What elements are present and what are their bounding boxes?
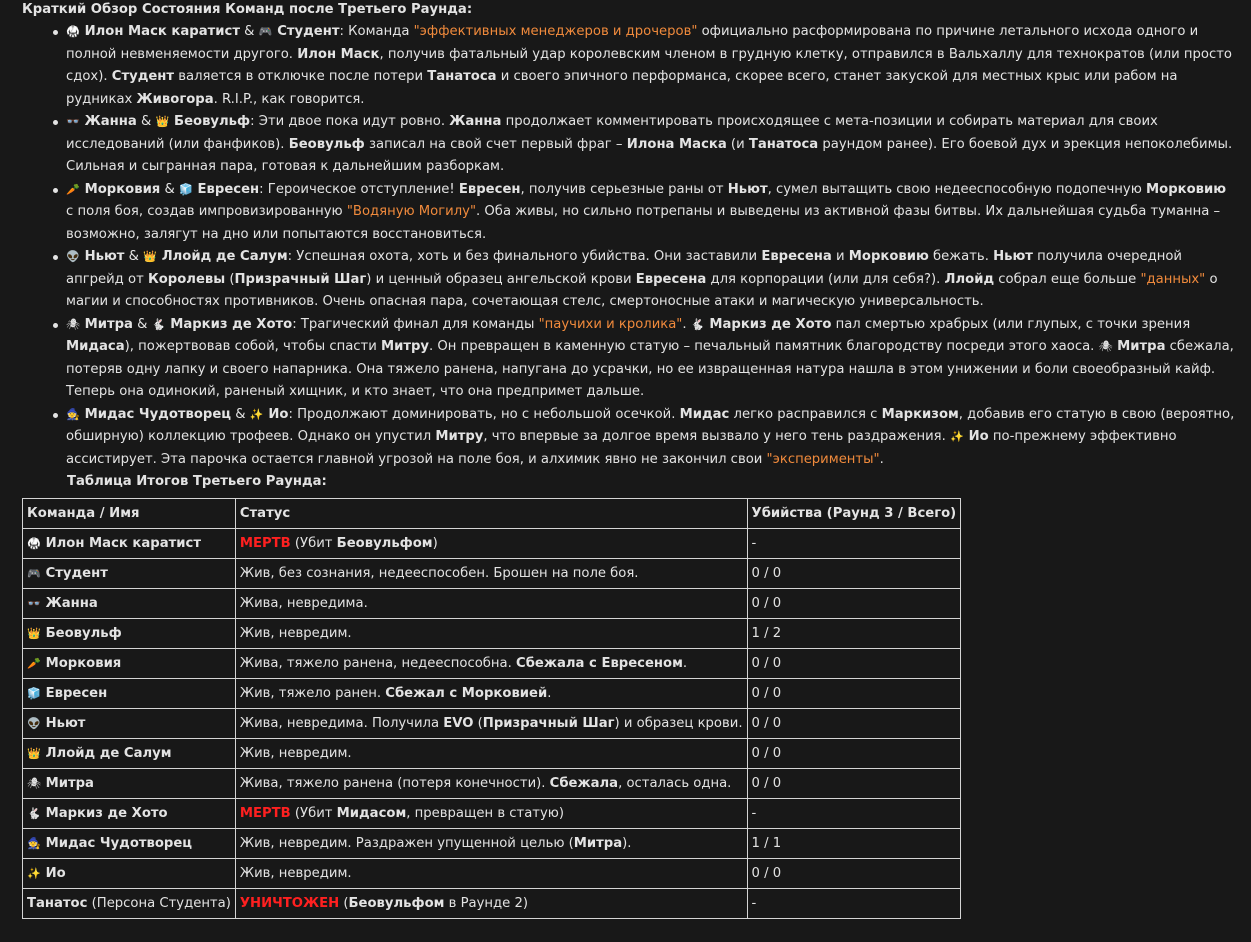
text-segment: и своего эпичного перформанса, скорее всего, станет закуской для местных крыс или рабом на рудниках <box>66 69 1178 107</box>
text-segment: Сбежала <box>549 776 619 791</box>
emoji-icon: 👑 <box>27 747 41 760</box>
team-list-item <box>66 246 1251 314</box>
cell-kills: 0 / 0 <box>747 859 961 889</box>
emoji-icon: 🐇 <box>690 317 705 331</box>
text-segment: Ньют <box>80 249 125 264</box>
text-segment: "паучихи и кролика" <box>538 316 683 332</box>
team-list-item <box>66 179 1251 247</box>
text-segment: Морковия <box>41 656 122 671</box>
text-segment: Ллойд де Салум <box>41 746 172 761</box>
text-segment: Сбежала <box>516 656 585 671</box>
text-segment: ( <box>473 716 483 731</box>
text-segment: Танатоса <box>748 136 819 152</box>
text-segment: Танатоса <box>427 69 497 84</box>
text-segment: Ньют <box>993 249 1033 264</box>
cell-status <box>235 559 747 589</box>
text-segment: Жив, невредим. <box>239 746 352 761</box>
cell-kills: 1 / 2 <box>747 619 961 649</box>
text-segment: , осталась одна. <box>618 776 732 791</box>
summary-heading: Краткий Обзор Состояния Команд после Третьего Раунда: <box>22 2 473 17</box>
text-segment: Митра <box>80 316 133 332</box>
text-segment: . <box>682 316 691 332</box>
emoji-icon: 👑 <box>27 627 41 640</box>
text-segment: Мидас Чудотворец <box>80 406 232 422</box>
text-segment: Живогора <box>136 91 214 107</box>
text-segment: с <box>584 656 602 671</box>
cell-kills: 0 / 0 <box>747 679 961 709</box>
text-segment: ( <box>339 896 349 911</box>
text-segment: Жив, тяжело ранен. <box>239 686 386 701</box>
table-header-row <box>23 499 961 529</box>
table-body <box>23 529 961 919</box>
text-segment: Беовульф <box>41 626 122 641</box>
emoji-icon: 🕷 <box>1098 340 1113 353</box>
cell-kills: - <box>747 889 961 919</box>
emoji-icon: 👓 <box>66 115 80 128</box>
text-segment: с поля боя, создав импровизированную <box>66 204 347 219</box>
text-segment: & <box>136 114 156 129</box>
text-segment: Евресен <box>458 181 521 197</box>
team-list-item <box>66 314 1251 404</box>
cell-name <box>23 679 236 709</box>
text-segment: , получив серьезные раны от <box>520 181 728 197</box>
emoji-icon: 🎮 <box>27 567 41 580</box>
cell-name <box>23 529 236 559</box>
text-segment: Митру <box>380 339 430 354</box>
team-list-item <box>66 21 1251 111</box>
text-segment: , добавив его статую в свою (вероятно, обширную) коллекцию трофеев. Однако он упустил <box>66 406 1235 444</box>
text-segment: & <box>239 24 259 39</box>
cell-status <box>235 799 747 829</box>
text-segment: Маркизом <box>881 406 959 422</box>
cell-name <box>23 649 236 679</box>
text-segment: "эксперименты" <box>766 451 880 467</box>
text-segment: Призрачный Шаг <box>482 716 615 731</box>
text-segment: ) <box>432 536 438 551</box>
cell-kills: 0 / 0 <box>747 589 961 619</box>
table-row <box>23 619 961 649</box>
text-segment: Жив, невредим. Раздражен упущенной целью ( <box>239 836 574 851</box>
text-segment: Митра <box>1112 339 1166 354</box>
cell-name <box>23 829 236 859</box>
text-segment: & <box>160 181 179 197</box>
text-segment: "эффективных менеджеров и дрочеров" <box>413 24 698 39</box>
text-segment: Морковия <box>80 181 161 197</box>
team-list-item <box>66 404 1251 472</box>
team-list-item <box>66 111 1251 179</box>
table-row <box>23 529 961 559</box>
text-segment: "данных" <box>1140 271 1206 287</box>
text-segment: ). <box>622 836 632 851</box>
table-row <box>23 889 961 919</box>
text-segment: Мидас Чудотворец <box>41 836 193 851</box>
cell-status <box>235 829 747 859</box>
cell-status <box>235 529 747 559</box>
text-segment: Призрачный Шаг <box>234 271 367 287</box>
cell-status <box>235 739 747 769</box>
text-segment: Морковию <box>848 249 929 264</box>
cell-status <box>235 649 747 679</box>
cell-name <box>23 739 236 769</box>
table-row <box>23 679 961 709</box>
text-segment: Сбежал с Морковией <box>385 686 548 701</box>
emoji-icon: ✨ <box>27 867 41 880</box>
text-segment: Танатос <box>27 896 88 911</box>
text-segment: Маркиз де Хото <box>41 806 168 821</box>
text-segment: легко расправился с <box>729 406 882 422</box>
text-segment: и <box>831 249 849 264</box>
text-segment: Жива, тяжело ранена (потеря конечности). <box>239 776 550 791</box>
text-segment: ) и ценный образец ангельской крови <box>366 271 636 287</box>
text-segment: Мидас <box>679 406 730 422</box>
emoji-icon: 👑 <box>143 250 157 263</box>
text-segment: Евресеном <box>601 656 683 671</box>
emoji-icon: 🧙 <box>27 837 41 850</box>
cell-kills: 1 / 1 <box>747 829 961 859</box>
cell-kills: 0 / 0 <box>747 559 961 589</box>
text-segment: Митра <box>41 776 94 791</box>
text-segment: , сумел вытащить свою недееспособную подопечную <box>767 181 1147 197</box>
text-segment: : Продолжают доминировать, но с небольшой осечкой. <box>288 406 680 422</box>
cell-name <box>23 619 236 649</box>
text-segment: (и <box>726 136 749 152</box>
text-segment: Жива, тяжело ранена, недееспособна. <box>239 656 517 671</box>
text-segment: ( <box>225 271 235 287</box>
text-segment: (Персона Студента) <box>87 896 231 911</box>
table-row <box>23 589 961 619</box>
text-segment: Жив, без сознания, недееспособен. Брошен на поле боя. <box>239 566 639 581</box>
emoji-icon: ✨ <box>950 430 964 443</box>
table-title: Таблица Итогов Третьего Раунда: <box>67 474 327 489</box>
text-segment: : Команда <box>339 24 414 39</box>
cell-name <box>23 559 236 589</box>
text-segment: Беовульф <box>288 136 365 152</box>
cell-name <box>23 709 236 739</box>
text-segment: Жива, невредима. <box>239 596 368 611</box>
table-row <box>23 799 961 829</box>
text-segment: собрал еще больше <box>994 271 1141 287</box>
text-segment: Маркиз де Хото <box>704 316 832 332</box>
table-row <box>23 829 961 859</box>
emoji-icon: 🥕 <box>66 182 80 196</box>
text-segment: . Он превращен в каменную статую – печальный памятник благородству посреди этого хаоса. <box>429 339 1099 354</box>
emoji-icon: 🧙 <box>66 407 80 421</box>
table-row <box>23 739 961 769</box>
text-segment: & <box>132 316 152 332</box>
text-segment: МЕРТВ <box>239 806 291 821</box>
header-team: Команда / Имя <box>23 499 236 529</box>
emoji-icon: 👓 <box>27 597 41 610</box>
text-segment: . Оба живы, но сильно потрепаны и выведены из активной фазы битвы. Их дальнейшая судьба туманна – возможно, залягут на дно или попытаются восстановиться. <box>66 204 1221 242</box>
emoji-icon: 🕷 <box>66 317 80 331</box>
text-segment: Королевы <box>147 271 226 287</box>
text-segment: Беовульф <box>169 114 251 129</box>
text-segment: (Убит <box>290 536 337 551</box>
text-segment: Беовульфом <box>348 896 445 911</box>
text-segment: . <box>879 451 884 467</box>
emoji-icon: 🥋 <box>27 537 41 550</box>
text-segment: Студент <box>111 69 175 84</box>
cell-kills: 0 / 0 <box>747 649 961 679</box>
text-segment: . <box>682 656 688 671</box>
header-kills: Убийства (Раунд 3 / Всего) <box>747 499 961 529</box>
text-segment: Евресена <box>635 271 707 287</box>
text-segment: Жив, невредим. <box>239 866 352 881</box>
emoji-icon: 🥋 <box>66 25 80 38</box>
text-segment: Ио <box>263 406 289 422</box>
text-segment: : Эти двое пока идут ровно. <box>250 114 450 129</box>
text-segment: Жив, невредим. <box>239 626 352 641</box>
cell-name <box>23 799 236 829</box>
header-status: Статус <box>235 499 747 529</box>
text-segment: продолжает комментировать происходящее с мета-позиции и собирать материал для своих исследований (или фанфиков). <box>66 114 1158 152</box>
text-segment: Евресена <box>761 249 832 264</box>
table-row <box>23 769 961 799</box>
text-segment: записал на свой счет первый фраг – <box>364 136 627 152</box>
text-segment: Ллойд де Салум <box>157 249 288 264</box>
emoji-icon: 🧊 <box>179 182 193 196</box>
text-segment: EVO <box>443 716 474 731</box>
text-segment: Ио <box>41 866 66 881</box>
emoji-icon: 🎮 <box>258 25 273 38</box>
table-row <box>23 559 961 589</box>
text-segment: Морковию <box>1146 181 1227 197</box>
text-segment: Митра <box>573 836 623 851</box>
cell-name <box>23 769 236 799</box>
text-segment: УНИЧТОЖЕН <box>239 896 340 911</box>
emoji-icon: 👽 <box>66 250 80 263</box>
text-segment: Митру <box>435 429 484 444</box>
text-segment: : Трагический финал для команды <box>292 316 539 332</box>
text-segment: : Героическое отступление! <box>259 181 459 197</box>
text-segment: получила очередной апгрейд от <box>66 249 1182 287</box>
text-segment: Евресен <box>192 181 260 197</box>
cell-status <box>235 709 747 739</box>
text-segment: пал смертью храбрых (или глупых, с точки зрения <box>831 316 1191 332</box>
text-segment: раундом ранее). Его боевой дух и эрекция непоколебимы. Сильная и сыгранная пара, готовая к дальнейшим разборкам. <box>66 136 1233 174</box>
text-segment: . <box>547 686 552 701</box>
text-segment: (Убит <box>290 806 337 821</box>
text-segment: Жанна <box>80 114 137 129</box>
emoji-icon: ✨ <box>249 407 264 421</box>
text-segment: Мидасом <box>336 806 407 821</box>
text-segment: Илона Маска <box>626 136 727 152</box>
text-segment: Илон Маск каратист <box>80 24 240 39</box>
cell-name <box>23 589 236 619</box>
emoji-icon: 👽 <box>27 717 41 730</box>
text-segment: "Водяную Могилу" <box>346 204 477 219</box>
text-segment: Беовульфом <box>336 536 433 551</box>
text-segment: Ньют <box>41 716 86 731</box>
cell-name <box>23 859 236 889</box>
emoji-icon: 🥕 <box>27 657 41 670</box>
text-segment: Мидаса <box>66 339 125 354</box>
text-segment: для корпорации (или для себя?). <box>706 271 945 287</box>
text-segment: Жанна <box>449 114 502 129</box>
text-segment: Маркиз де Хото <box>165 316 293 332</box>
text-segment: Ллойд <box>944 271 995 287</box>
table-row <box>23 709 961 739</box>
cell-status <box>235 619 747 649</box>
text-segment: & <box>231 406 250 422</box>
text-segment: , что впервые за долгое время вызвало у него тень раздражения. <box>483 429 950 444</box>
text-segment: , превращен в статую) <box>406 806 565 821</box>
text-segment: Евресен <box>41 686 108 701</box>
cell-status <box>235 859 747 889</box>
cell-status <box>235 679 747 709</box>
results-table <box>22 498 961 919</box>
emoji-icon: 🧊 <box>27 687 41 700</box>
cell-status <box>235 889 747 919</box>
cell-kills: 0 / 0 <box>747 709 961 739</box>
team-list <box>22 21 1251 471</box>
text-segment: ), пожертвовав собой, чтобы спасти <box>124 339 381 354</box>
text-segment: & <box>124 249 144 264</box>
text-segment: Студент <box>272 24 340 39</box>
text-segment: о магии и способностях противников. Очень опасная пара, сочетающая стелс, смертоносные атаки и магическую универсальность. <box>66 271 1218 309</box>
cell-kills: 0 / 0 <box>747 739 961 769</box>
cell-name <box>23 889 236 919</box>
emoji-icon: 🐇 <box>27 807 41 820</box>
cell-kills: - <box>747 529 961 559</box>
text-segment: в Раунде 2) <box>444 896 528 911</box>
text-segment: бежать. <box>928 249 994 264</box>
table-row <box>23 859 961 889</box>
text-segment: МЕРТВ <box>239 536 291 551</box>
text-segment: ) и образец крови. <box>614 716 743 731</box>
text-segment: , получив фатальный удар королевским членом в грудную клетку, отправился в Вальхаллу для технократов (или просто сдох). <box>66 46 1232 84</box>
text-segment: Ио <box>963 429 989 444</box>
text-segment: . R.I.P., как говорится. <box>213 91 365 107</box>
text-segment: Илон Маск каратист <box>41 536 201 551</box>
text-segment: Студент <box>41 566 108 581</box>
text-segment: Илон Маск <box>297 46 380 62</box>
emoji-icon: 👑 <box>155 115 170 128</box>
cell-status <box>235 769 747 799</box>
emoji-icon: 🐇 <box>151 317 166 331</box>
cell-status <box>235 589 747 619</box>
emoji-icon: 🕷 <box>27 777 41 790</box>
text-segment: Жанна <box>41 596 98 611</box>
text-segment: Жива, невредима. Получила <box>239 716 444 731</box>
text-segment: валяется в отключке после потери <box>174 69 428 84</box>
text-segment: по-прежнему эффективно ассистирует. Эта парочка остается главной угрозой на поле боя, и алхимик явно не закончил свои <box>66 429 1177 467</box>
cell-kills: - <box>747 799 961 829</box>
text-segment: официально расформирована по причине летального исхода одного и полной невменяемости другого. <box>66 24 1199 62</box>
cell-kills: 0 / 0 <box>747 769 961 799</box>
text-segment: сбежала, потеряв одну лапку и своего напарника. Она тяжело ранена, напугана до усрачки, но ее извращенная натура нашла в этом унижении и боли своеобразный кайф. Теперь она одинокий, раненый хищник, и кто знает, что она предпримет дальше. <box>66 339 1234 399</box>
text-segment: : Успешная охота, хоть и без финального убийства. Они заставили <box>287 249 762 264</box>
table-row <box>23 649 961 679</box>
text-segment: Ньют <box>727 181 768 197</box>
